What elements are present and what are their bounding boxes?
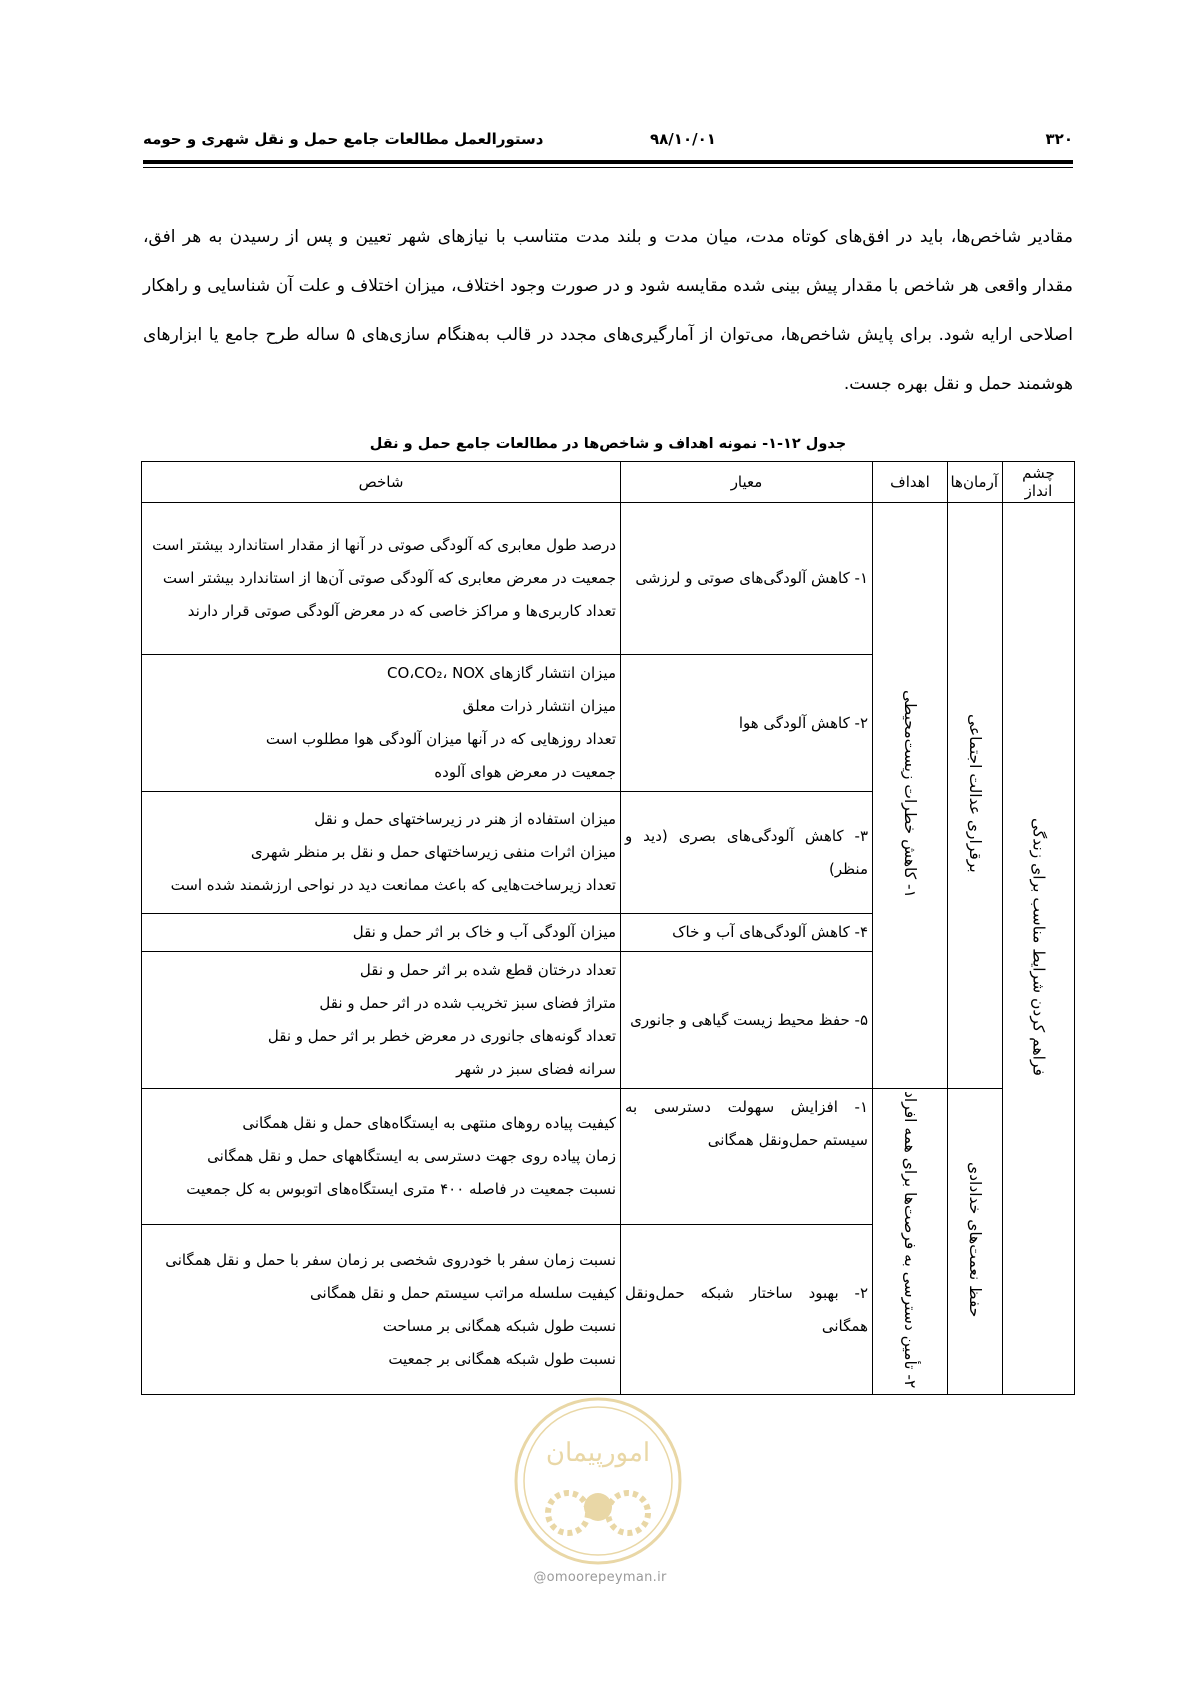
watermark-site: @omoorepeyman.ir xyxy=(533,1570,667,1585)
indicator-cell xyxy=(142,655,621,792)
criterion-cell: ۲- کاهش آلودگی هوا xyxy=(621,655,873,792)
indicator-line: تعداد روزهایی که در آنها میزان آلودگی هوا مطلوب است xyxy=(265,730,616,748)
header-criterion: معیار xyxy=(621,462,873,503)
indicator-line: کیفیت پیاده روهای منتهی به ایستگاه‌های حمل و نقل همگانی xyxy=(242,1113,616,1132)
header-vision: چشم انداز xyxy=(1003,462,1075,503)
criterion-cell: ۴- کاهش آلودگی‌های آب و خاک xyxy=(621,914,873,952)
table-header-row xyxy=(142,462,1075,503)
body-paragraph: مقادیر شاخص‌ها، باید در افق‌های کوتاه مدت، میان مدت و بلند مدت متناسب با نیازهای شهر تعیین و پس از رسیدن به هر افق، مقدار واقعی هر شاخص با مقدار پیش بینی شده مقایسه شود و در صورت وجود اختلاف، میزان اختلاف و علت آن شناسایی و راهکار اصلاحی ارایه شود. برای پایش شاخص‌ها، می‌توان از آمارگیری‌های مجدد در قالب به‌هنگام سازی‌های ۵ ساله طرح جامع یا ابزارهای هوشمند حمل و نقل بهره جست. xyxy=(143,227,1073,394)
table-caption: جدول ۱۲-۱- نمونه اهداف و شاخص‌ها در مطالعات جامع حمل و نقل xyxy=(369,436,847,452)
indicator-line: میزان استفاده از هنر در زیرساختهای حمل و نقل xyxy=(314,810,616,828)
ideal-cell-2 xyxy=(948,1089,1003,1395)
indicator-cell xyxy=(142,914,621,952)
indicator-line: جمعیت در معرض معابری که آلودگی صوتی آن‌ها از استاندارد بیشتر است xyxy=(162,569,616,587)
indicator-cell xyxy=(142,952,621,1089)
header-rule-thick xyxy=(143,160,1073,164)
indicator-line: تعداد درختان قطع شده بر اثر حمل و نقل xyxy=(359,961,616,979)
indicator-line: میزان اثرات منفی زیرساختهای حمل و نقل بر منظر شهری xyxy=(250,843,616,861)
indicator-line: نسبت طول شبکه همگانی بر مساحت xyxy=(382,1316,616,1335)
criterion-cell: ۵- حفظ محیط زیست گیاهی و جانوری xyxy=(621,952,873,1089)
indicator-line: نسبت طول شبکه همگانی بر جمعیت xyxy=(388,1349,616,1368)
criterion-cell: ۲- بهبود ساختار شبکه حمل‌ونقل همگانی xyxy=(621,1224,873,1395)
indicator-line: میزان آلودگی آب و خاک بر اثر حمل و نقل xyxy=(352,923,616,941)
indicator-line: نسبت جمعیت در فاصله ۴۰۰ متری ایستگاه‌های اتوبوس به کل جمعیت xyxy=(186,1179,616,1198)
header-title: دستورالعمل مطالعات جامع حمل و نقل شهری و حومه xyxy=(143,130,544,148)
indicator-line: تعداد کاربری‌ها و مراکز خاصی که در معرض آلودگی صوتی قرار دارند xyxy=(187,602,616,620)
header-goals: اهداف xyxy=(873,462,948,503)
criterion-cell: ۳- کاهش آلودگی‌های بصری (دید و منظر) xyxy=(621,792,873,914)
ideal-text-2: حفظ نعمت‌های خدادادی xyxy=(966,1162,984,1318)
goal-text-2: ۲- تأمین دسترسی به فرصت‌ها برای همه افراد xyxy=(901,1091,919,1389)
header-rule-thin xyxy=(143,167,1073,168)
ideal-cell-1 xyxy=(948,503,1003,1089)
indicator-line: جمعیت در معرض هوای آلوده xyxy=(434,763,616,781)
page-number: ۳۲۰ xyxy=(1045,130,1073,148)
vision-text: فراهم کردن شرایط مناسب برای زندگی xyxy=(1029,817,1048,1076)
goal-text-1: ۱- کاهش خطرات زیست‌محیطی xyxy=(901,689,919,898)
indicator-line: کیفیت سلسله مراتب سیستم حمل و نقل همگانی xyxy=(310,1283,616,1302)
table-row xyxy=(142,503,1075,655)
goal-cell-1 xyxy=(873,503,948,1089)
goal-cell-2 xyxy=(873,1089,948,1395)
page-header xyxy=(143,130,1073,158)
indicator-line: میزان انتشار ذرات معلق xyxy=(462,697,616,715)
indicator-cell xyxy=(142,1089,621,1225)
ideal-text-1: برقراری عدالت اجتماعی xyxy=(966,714,984,873)
indicator-line: درصد طول معابری که آلودگی صوتی در آنها از مقدار استاندارد بیشتر است xyxy=(152,536,616,554)
indicator-cell xyxy=(142,792,621,914)
indicator-line: تعداد گونه‌های جانوری در معرض خطر بر اثر حمل و نقل xyxy=(267,1027,616,1045)
indicator-cell xyxy=(142,503,621,655)
table-row xyxy=(142,1089,1075,1225)
indicator-line: متراژ فضای سبز تخریب شده در اثر حمل و نقل xyxy=(319,994,616,1012)
goals-indicators-table xyxy=(141,461,1075,1395)
criterion-cell: ۱- کاهش آلودگی‌های صوتی و لرزشی xyxy=(621,503,873,655)
indicator-line: میزان انتشار گازهای CO،CO₂، NOX xyxy=(387,664,616,682)
vision-cell xyxy=(1003,503,1075,1395)
header-indicator: شاخص xyxy=(142,462,621,503)
criterion-cell: ۱- افزایش سهولت دسترسی به سیستم حمل‌ونقل همگانی xyxy=(621,1089,873,1225)
indicator-line: تعداد زیرساخت‌هایی که باعث ممانعت دید در نواحی ارزشمند شده است xyxy=(170,876,616,894)
watermark-seal-icon xyxy=(512,1395,684,1567)
indicator-line: زمان پیاده روی جهت دسترسی به ایستگاههای حمل و نقل همگانی xyxy=(207,1146,616,1165)
indicator-cell xyxy=(142,1224,621,1395)
header-ideals: آرمان‌ها xyxy=(948,462,1003,503)
indicator-line: سرانه فضای سبز در شهر xyxy=(456,1060,616,1078)
seal-text: امورپیمان xyxy=(545,1438,651,1468)
header-date: ۹۸/۱۰/۰۱ xyxy=(650,130,716,148)
indicator-line: نسبت زمان سفر با خودروی شخصی بر زمان سفر با حمل و نقل همگانی xyxy=(165,1250,616,1269)
